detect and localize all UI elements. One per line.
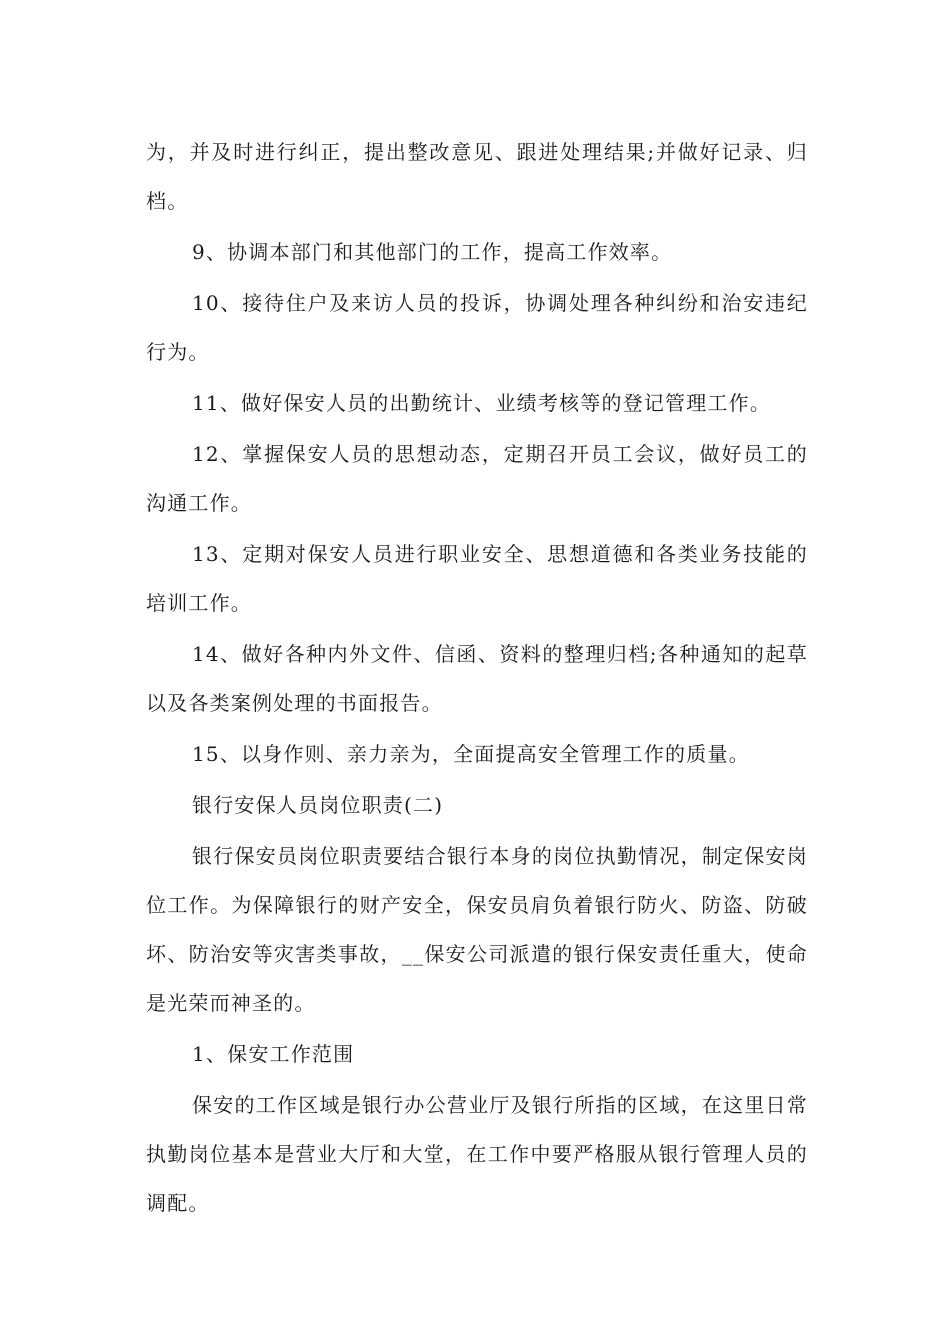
paragraph-work-area: 保安的工作区域是银行办公营业厅及银行所指的区域，在这里日常执勤岗位基本是营业大厅和大堂，在工作中要严格服从银行管理人员的调配。: [146, 1093, 808, 1215]
document-body: [146, 128, 808, 1228]
paragraph-item-12: 12、掌握保安人员的思想动态，定期召开员工会议，做好员工的沟通工作。: [146, 442, 808, 515]
paragraph-item-10: 10、接待住户及来访人员的投诉，协调处理各种纠纷和治安违纪行为。: [146, 291, 808, 364]
paragraph-continuation: 为，并及时进行纠正，提出整改意见、跟进处理结果;并做好记录、归档。: [146, 140, 808, 213]
paragraph-item-14: 14、做好各种内外文件、信函、资料的整理归档;各种通知的起草以及各类案例处理的书面报告。: [146, 642, 808, 715]
paragraph-item-9: 9、协调本部门和其他部门的工作，提高工作效率。: [192, 240, 673, 264]
paragraph-item-13: 13、定期对保安人员进行职业安全、思想道德和各类业务技能的培训工作。: [146, 542, 808, 615]
subsection-heading: 1、保安工作范围: [192, 1042, 355, 1066]
section-heading: 银行安保人员岗位职责(二): [192, 793, 444, 817]
paragraph-item-15: 15、以身作则、亲力亲为，全面提高安全管理工作的质量。: [192, 742, 750, 766]
paragraph-item-11: 11、做好保安人员的出勤统计、业绩考核等的登记管理工作。: [192, 391, 772, 415]
paragraph-intro: 银行保安员岗位职责要结合银行本身的岗位执勤情况，制定保安岗位工作。为保障银行的财产安全，保安员肩负着银行防火、防盗、防破坏、防治安等灾害类事故，__保安公司派遣的银行保安责任重大，使命是光荣而神圣的。: [146, 844, 808, 1015]
